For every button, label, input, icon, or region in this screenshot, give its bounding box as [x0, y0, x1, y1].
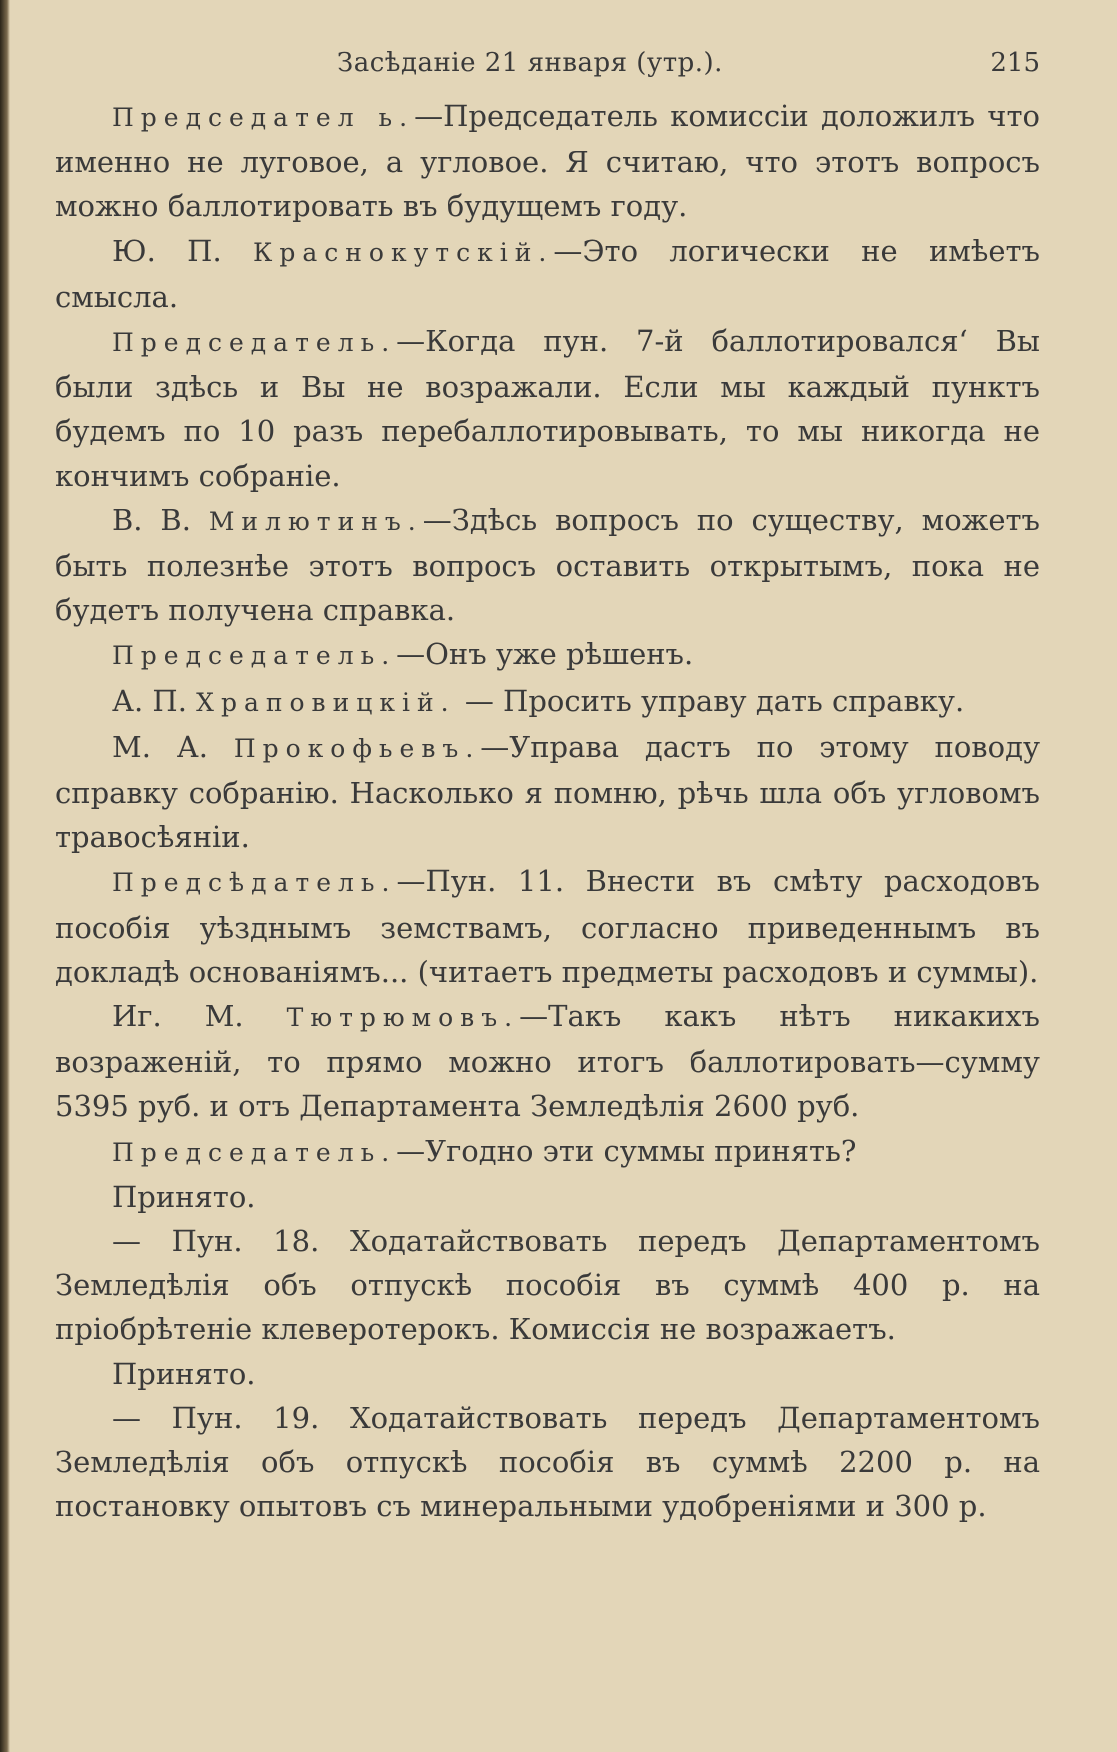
paragraph — [55, 632, 1040, 678]
speaker-initials: Иг. М. — [112, 999, 287, 1034]
speaker-name: Председатель. — [112, 1137, 397, 1167]
paragraph-text: —Управа дастъ по этому поводу справку собранію. Насколько я помню, рѣчь шла объ угловомъ травосѣяніи. — [55, 729, 1041, 855]
speaker-name: Краснокутскій. — [252, 237, 554, 267]
speaker-name: Председател ь. — [112, 103, 415, 132]
paragraph — [55, 859, 1040, 994]
paragraph-text: —Онъ уже рѣшенъ. — [396, 637, 694, 672]
paragraph-text: Принято. — [112, 1356, 256, 1391]
speaker-name: Тютрюмовъ. — [286, 1003, 520, 1033]
paragraph — [55, 725, 1040, 860]
paragraph — [55, 229, 1040, 319]
page-edge-shadow — [0, 0, 10, 1752]
speaker-name: Прокофьевъ. — [233, 733, 481, 763]
paragraph-text: — Просить управу дать справку. — [455, 683, 965, 718]
document-body — [55, 94, 1040, 1529]
paragraph-text: — Пун. 19. Ходатайствовать передъ Департаментомъ Земледѣлія объ отпускѣ пособія въ суммѣ 2200 р. на постановку опытовъ съ минеральными удобреніями и 300 р. — [55, 1400, 1040, 1524]
paragraph-text: — Пун. 18. Ходатайствовать передъ Департаментомъ Земледѣлія объ отпускѣ пособія въ суммѣ 400 р. на пріобрѣтеніе клеверотерокъ. Комиссія не возражаетъ. — [55, 1224, 1040, 1347]
paragraph-text: —Угодно эти суммы принять? — [396, 1133, 857, 1168]
running-header — [55, 40, 1040, 88]
speaker-initials: М. А. — [112, 729, 234, 764]
speaker-name: Председатель. — [112, 328, 397, 358]
paragraph — [55, 1175, 1040, 1219]
document-page — [55, 40, 1040, 1529]
speaker-name: Председатель. — [112, 641, 397, 671]
paragraph-text: —Это логически не имѣетъ смысла. — [55, 233, 1040, 314]
paragraph-text: —Председатель комиссіи доложилъ что именно не луговое, а угловое. Я считаю, что этотъ вопросъ можно баллотировать въ будущемъ году. — [55, 99, 1040, 224]
speaker-name: Милютинъ. — [208, 506, 423, 536]
paragraph — [55, 1352, 1040, 1396]
speaker-name: Храповицкій. — [196, 687, 456, 717]
paragraph-text: —Здѣсь вопросъ по существу, можетъ быть полезнѣе этотъ вопросъ оставить открытымъ, пока не будетъ получена справка. — [55, 502, 1041, 628]
speaker-initials: В. В. — [112, 502, 209, 537]
speaker-name: Предсѣдатель. — [112, 868, 397, 898]
paragraph — [55, 679, 1040, 725]
paragraph — [55, 94, 1040, 229]
paragraph — [55, 994, 1040, 1129]
header-title: Засѣданіе 21 января (утр.). — [337, 48, 723, 78]
paragraph-text: —Пун. 11. Внести въ смѣту расходовъ пособія уѣзднымъ земствамъ, согласно приведеннымъ въ докладѣ основаніямъ... (читаетъ предметы расходовъ и суммы). — [55, 864, 1040, 989]
speaker-initials: Ю. П. — [112, 233, 253, 268]
paragraph — [55, 1396, 1040, 1529]
paragraph-text: Принято. — [112, 1179, 256, 1214]
paragraph — [55, 1129, 1040, 1175]
speaker-initials: А. П. — [112, 683, 197, 718]
paragraph-text: —Когда пун. 7-й баллотировался‘ Вы были здѣсь и Вы не возражали. Если мы каждый пунктъ будемъ по 10 разъ перебаллотировывать, то мы никогда не кончимъ собраніе. — [55, 324, 1040, 493]
paragraph — [55, 319, 1040, 498]
page-number: 215 — [990, 48, 1040, 78]
paragraph-text: —Такъ какъ нѣтъ никакихъ возраженій, то прямо можно итогъ баллотировать—сумму 5395 руб. и отъ Департамента Земледѣлія 2600 руб. — [55, 999, 1040, 1124]
paragraph — [55, 1219, 1040, 1352]
paragraph — [55, 498, 1040, 633]
